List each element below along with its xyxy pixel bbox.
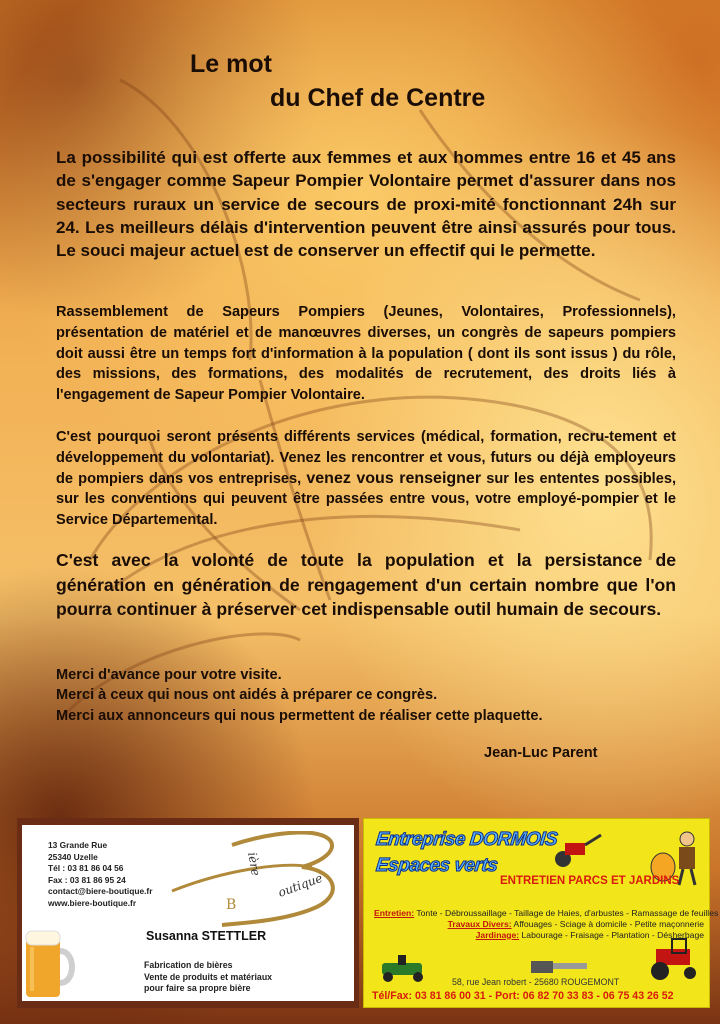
logo-word-boutique: outique (276, 870, 325, 900)
article-title-line1: Le mot (190, 50, 272, 78)
ad-dormois-phones: Tél/Fax: 03 81 86 00 31 - Port: 06 82 70 33 83 - 06 75 43 26 52 (372, 990, 674, 1002)
biere-boutique-logo (162, 831, 352, 927)
ad-dormois-banner: ENTRETIEN PARCS ET JARDINS (500, 875, 680, 887)
thanks-line: Merci aux annonceurs qui nous permettent de réaliser cette plaquette. (56, 707, 543, 724)
service-label: Travaux Divers: (447, 918, 512, 929)
phone-line: Tél : 03 81 86 04 56 (48, 863, 124, 874)
ad-biere-card (22, 825, 354, 1001)
article-title-line2: du Chef de Centre (270, 84, 486, 112)
ad-dormois-subtitle: Espaces verts (374, 855, 499, 876)
service-text: Tonte - Débroussaillage - Taillage de Haies, d'arbustes - Ramassage de feuilles (414, 908, 719, 918)
service-label: Entretien: (374, 908, 415, 918)
ad-biere-description (144, 960, 272, 995)
paragraph-3-part1: C'est pourquoi seront présents différents services (médical, formation, recru-tement et développement du volontariat). Venez les rencontrer et vous, futurs ou déjà employeurs de pompiers dans vos entreprises, (56, 429, 676, 487)
description-line: Vente de produits et matériaux (144, 971, 273, 982)
description-line: Fabrication de bières (144, 960, 233, 970)
paragraph-4: C'est avec la volonté de toute la population et la persistance de génération en génération de rengagement d'un certain nombre que l'on pourra continuer à préserver cet indispensable outil humain de secours. (56, 550, 676, 619)
service-text: Labourage - Fraisage - Plantation - Désherbage (519, 929, 704, 940)
logo-letter: B (226, 897, 237, 913)
address-line: 25340 Uzelle (48, 851, 98, 862)
ad-biere-address (48, 840, 152, 910)
paragraph-3-emphasis: venez vous renseigner (306, 469, 482, 487)
service-line (374, 919, 704, 930)
website-link[interactable]: www.biere-boutique.fr (48, 897, 137, 908)
tractor-icon (642, 935, 706, 981)
contact-person: Susanna STETTLER (146, 929, 267, 943)
ad-biere-boutique[interactable] (17, 818, 359, 1008)
address-line: 13 Grande Rue (48, 840, 108, 850)
email-link[interactable]: contact@biere-boutique.fr (48, 886, 153, 897)
paragraph-3-part2: sur les ententes possibles, sur les conventions qui peuvent être passées entre vous, votre employé-pompier et le Service Départemental. (56, 470, 677, 529)
tiller-icon (549, 831, 603, 869)
ad-dormois-address: 58, rue Jean robert - 25680 ROUGEMONT (452, 977, 620, 987)
paragraph-3 (56, 427, 676, 531)
fax-line: Fax : 03 81 86 95 24 (48, 874, 126, 885)
logo-word-biere: ière (245, 851, 263, 877)
thanks-line: Merci d'avance pour votre visite. (56, 667, 282, 683)
description-line: pour faire sa propre bière (144, 983, 251, 993)
paragraph-2: Rassemblement de Sapeurs Pompiers (Jeunes, Volontaires, Professionnels), présentation de matériel et de manœuvres diverses, un congrès de sapeurs pompiers doit aussi être un temps fort d'information à la population ( dont ils sont issus ) du rôle, des missions, des formations, des modalités de recrutement, des droits liés à l'engagement de Sapeur Pompier Volontaire. (56, 304, 676, 404)
thanks-block (56, 665, 543, 726)
chainsaw-icon (529, 953, 589, 977)
service-label: Jardinage: (475, 929, 520, 940)
paragraph-1: La possibilité qui est offerte aux femmes et aux hommes entre 16 et 45 ans de s'engager comme Sapeur Pompier Volontaire permet d'assurer dans nos secteurs ruraux un service de secours de proxi-mité fonctionnant 24h sur 24. Les meilleurs délais d'intervention peuvent être ainsi assurés pour tous. Le souci majeur actuel est de conserver un effectif qui le permette. (56, 148, 676, 261)
service-text: Affouages - Sciage à domicile - Petite maçonnerie (511, 918, 704, 929)
thanks-line: Merci à ceux qui nous ont aidés à préparer ce congrès. (56, 687, 438, 704)
service-line (374, 908, 719, 919)
ad-dormois[interactable] (363, 818, 719, 1008)
signature: Jean-Luc Parent (484, 745, 598, 761)
beer-mug-icon (20, 925, 82, 1001)
ride-mower-icon (374, 951, 432, 983)
ad-dormois-title: Entreprise DORMOIS (374, 829, 559, 850)
